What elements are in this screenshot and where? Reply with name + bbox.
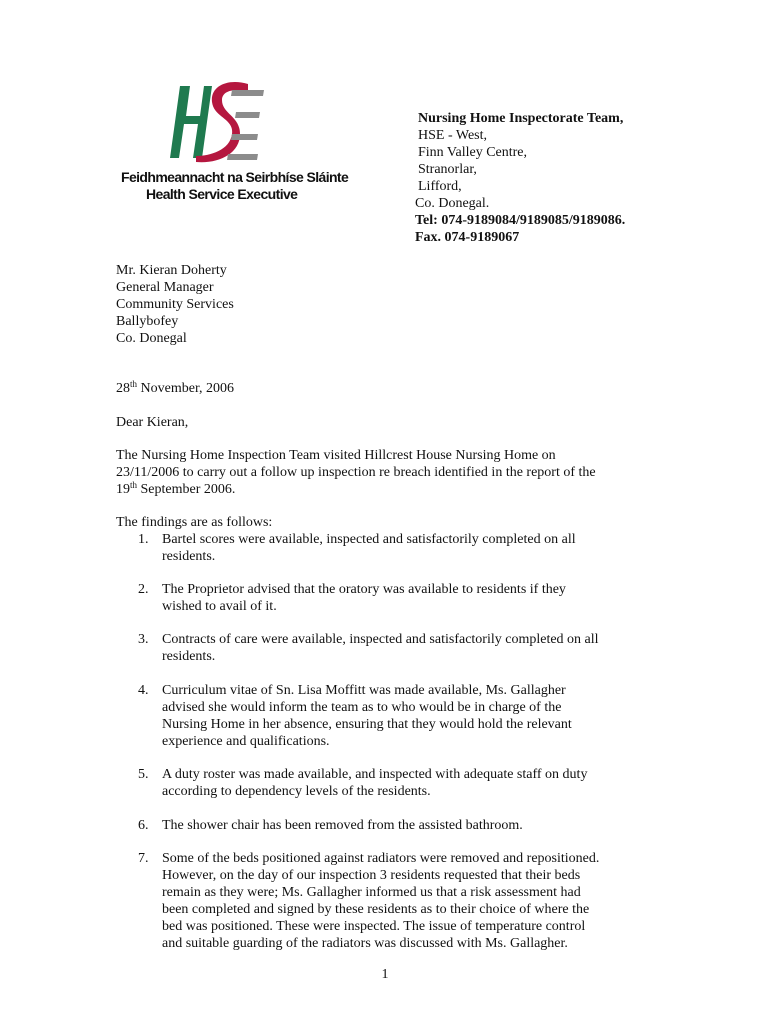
- date-day: 28: [116, 381, 130, 396]
- finding-line: bed was positioned. These were inspected. The issue of temperature control: [162, 919, 586, 934]
- intro-paragraph: [116, 447, 656, 498]
- intro-line: The Nursing Home Inspection Team visited Hillcrest House Nursing Home on: [116, 448, 556, 463]
- address-tel: Tel: 074-9189084/9189085/9189086.: [415, 213, 626, 228]
- finding-line: The Proprietor advised that the oratory was available to residents if they: [162, 582, 566, 597]
- finding-line: wished to avail of it.: [162, 599, 277, 614]
- org-name-irish: Feidhmeannacht na Seirbhíse Sláinte: [121, 169, 349, 185]
- recipient-address: [116, 262, 234, 347]
- intro-line: 23/11/2006 to carry out a follow up inspection re breach identified in the report of the: [116, 465, 596, 480]
- hse-logo: [166, 78, 266, 164]
- org-name-english: Health Service Executive: [146, 186, 298, 202]
- finding-line: experience and qualifications.: [162, 734, 330, 749]
- recipient-title: General Manager: [116, 280, 214, 295]
- address-line: Finn Valley Centre,: [418, 145, 528, 160]
- finding-line: and suitable guarding of the radiators was discussed with Ms. Gallagher.: [162, 936, 568, 951]
- finding-line: remain as they were; Ms. Gallagher informed us that a risk assessment had: [162, 885, 581, 900]
- finding-number: 1.: [138, 532, 149, 547]
- finding-number: 3.: [138, 632, 149, 647]
- intro-line: [116, 481, 656, 498]
- finding-line: The shower chair has been removed from the assisted bathroom.: [162, 818, 523, 833]
- recipient-county: Co. Donegal: [116, 331, 187, 346]
- recipient-name: Mr. Kieran Doherty: [116, 263, 227, 278]
- finding-line: Curriculum vitae of Sn. Lisa Moffitt was made available, Ms. Gallagher: [162, 683, 566, 698]
- finding-line: However, on the day of our inspection 3 residents requested that their beds: [162, 868, 581, 883]
- finding-line: residents.: [162, 649, 216, 664]
- finding-number: 7.: [138, 851, 149, 866]
- date-suffix: th: [130, 379, 138, 389]
- greeting: Dear Kieran,: [116, 415, 189, 430]
- finding-line: Nursing Home in her absence, ensuring that they would hold the relevant: [162, 717, 572, 732]
- address-line: Co. Donegal.: [415, 196, 490, 211]
- findings-label: The findings are as follows:: [116, 515, 273, 530]
- finding-line: Some of the beds positioned against radiators were removed and repositioned.: [162, 851, 600, 866]
- finding-number: 2.: [138, 582, 149, 597]
- page-number: 1: [381, 967, 389, 982]
- date-rest: November, 2006: [137, 381, 235, 396]
- intro-rest: September 2006.: [137, 482, 236, 497]
- finding-number: 5.: [138, 767, 149, 782]
- finding-line: residents.: [162, 549, 216, 564]
- address-fax: Fax. 074-9189067: [415, 230, 520, 245]
- logo-h-letter: [170, 86, 212, 158]
- address-line: Stranorlar,: [418, 162, 477, 177]
- address-line: Lifford,: [418, 179, 462, 194]
- intro-day: 19: [116, 482, 130, 497]
- finding-line: A duty roster was made available, and inspected with adequate staff on duty: [162, 767, 588, 782]
- address-team: Nursing Home Inspectorate Team,: [418, 111, 624, 126]
- finding-number: 6.: [138, 818, 149, 833]
- sender-address: [415, 110, 715, 246]
- recipient-department: Community Services: [116, 297, 234, 312]
- letter-date: [116, 380, 656, 397]
- finding-line: Bartel scores were available, inspected and satisfactorily completed on all: [162, 532, 576, 547]
- finding-number: 4.: [138, 683, 149, 698]
- finding-line: according to dependency levels of the residents.: [162, 784, 431, 799]
- finding-line: Contracts of care were available, inspected and satisfactorily completed on all: [162, 632, 599, 647]
- finding-line: advised she would inform the team as to who would be in charge of the: [162, 700, 562, 715]
- finding-line: been completed and signed by these residents as to their choice of where the: [162, 902, 590, 917]
- intro-suffix: th: [130, 480, 138, 490]
- address-line: HSE - West,: [418, 128, 488, 143]
- recipient-town: Ballybofey: [116, 314, 179, 329]
